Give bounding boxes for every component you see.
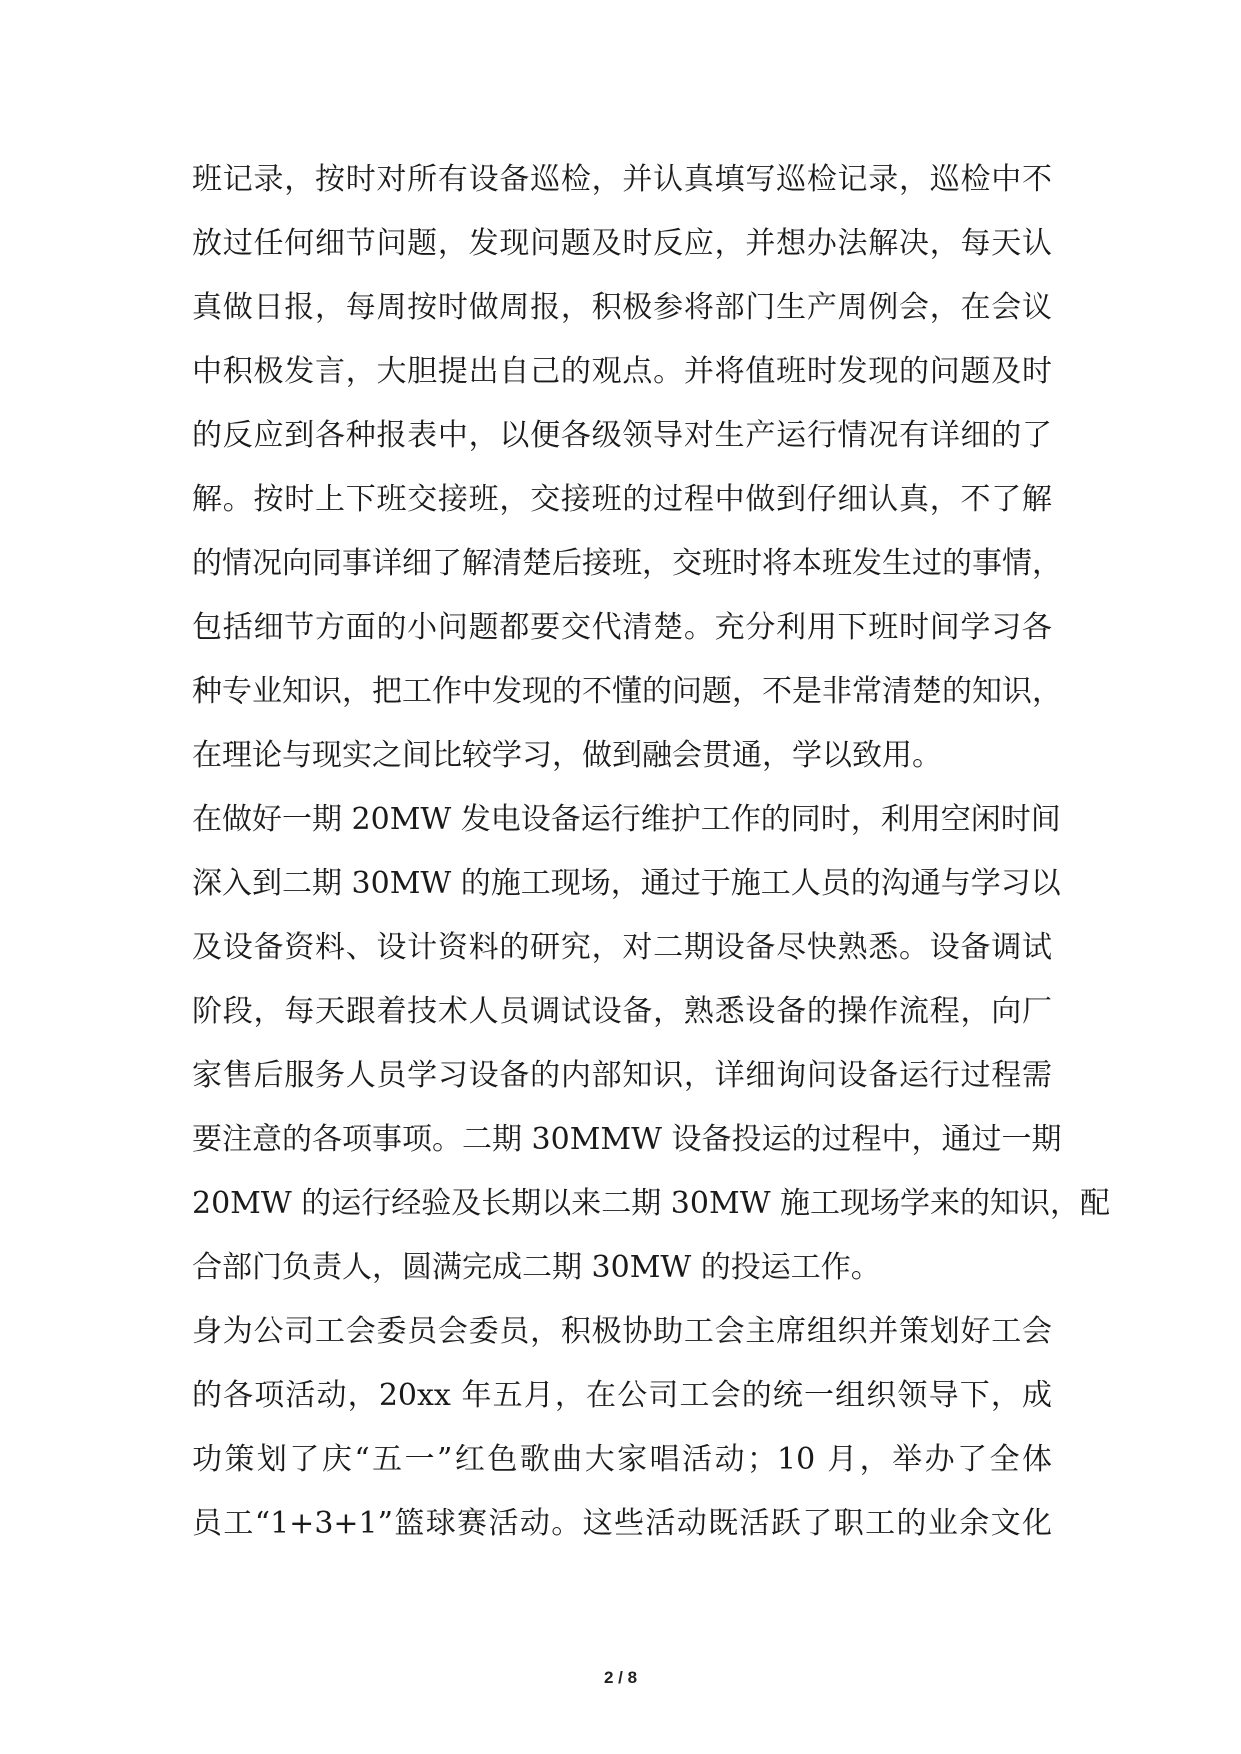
text-line: 功策划了庆“五一”红色歌曲大家唱活动；10 月，举办了全体 <box>192 1442 1052 1477</box>
text-line: 的反应到各种报表中，以便各级领导对生产运行情况有详细的了 <box>192 418 1052 453</box>
text-line: 员工“1+3+1”篮球赛活动。这些活动既活跃了职工的业余文化 <box>192 1506 1052 1541</box>
text-line: 种专业知识，把工作中发现的不懂的问题，不是非常清楚的知识， <box>192 674 1062 709</box>
text-line: 中积极发言，大胆提出自己的观点。并将值班时发现的问题及时 <box>192 354 1052 389</box>
text-line: 20MW 的运行经验及长期以来二期 30MW 施工现场学来的知识，配 <box>192 1186 1111 1221</box>
text-line: 在做好一期 20MW 发电设备运行维护工作的同时，利用空闲时间 <box>192 802 1061 837</box>
body-text <box>192 148 1111 1556</box>
text-line: 阶段，每天跟着技术人员调试设备，熟悉设备的操作流程，向厂 <box>192 994 1052 1029</box>
page-number: 2 / 8 <box>603 1668 638 1687</box>
text-line: 要注意的各项事项。二期 30MMW 设备投运的过程中，通过一期 <box>192 1122 1062 1157</box>
text-line: 及设备资料、设计资料的研究，对二期设备尽快熟悉。设备调试 <box>192 930 1052 965</box>
text-line: 家售后服务人员学习设备的内部知识，详细询问设备运行过程需 <box>192 1058 1052 1093</box>
text-line: 在理论与现实之间比较学习，做到融会贯通，学以致用。 <box>192 738 942 773</box>
text-line: 真做日报，每周按时做周报，积极参将部门生产周例会，在会议 <box>192 290 1052 325</box>
text-line: 包括细节方面的小问题都要交代清楚。充分利用下班时间学习各 <box>192 610 1052 645</box>
text-line: 身为公司工会委员会委员，积极协助工会主席组织并策划好工会 <box>192 1314 1052 1349</box>
text-line: 深入到二期 30MW 的施工现场，通过于施工人员的沟通与学习以 <box>192 866 1061 901</box>
text-line: 合部门负责人，圆满完成二期 30MW 的投运工作。 <box>192 1250 881 1285</box>
text-line: 的情况向同事详细了解清楚后接班，交班时将本班发生过的事情， <box>192 546 1062 581</box>
text-line: 解。按时上下班交接班，交接班的过程中做到仔细认真，不了解 <box>192 482 1052 517</box>
text-line: 班记录，按时对所有设备巡检，并认真填写巡检记录，巡检中不 <box>192 162 1052 197</box>
text-line: 的各项活动，20xx 年五月，在公司工会的统一组织领导下，成 <box>192 1378 1052 1413</box>
text-line: 放过任何细节问题，发现问题及时反应，并想办法解决，每天认 <box>192 226 1052 261</box>
